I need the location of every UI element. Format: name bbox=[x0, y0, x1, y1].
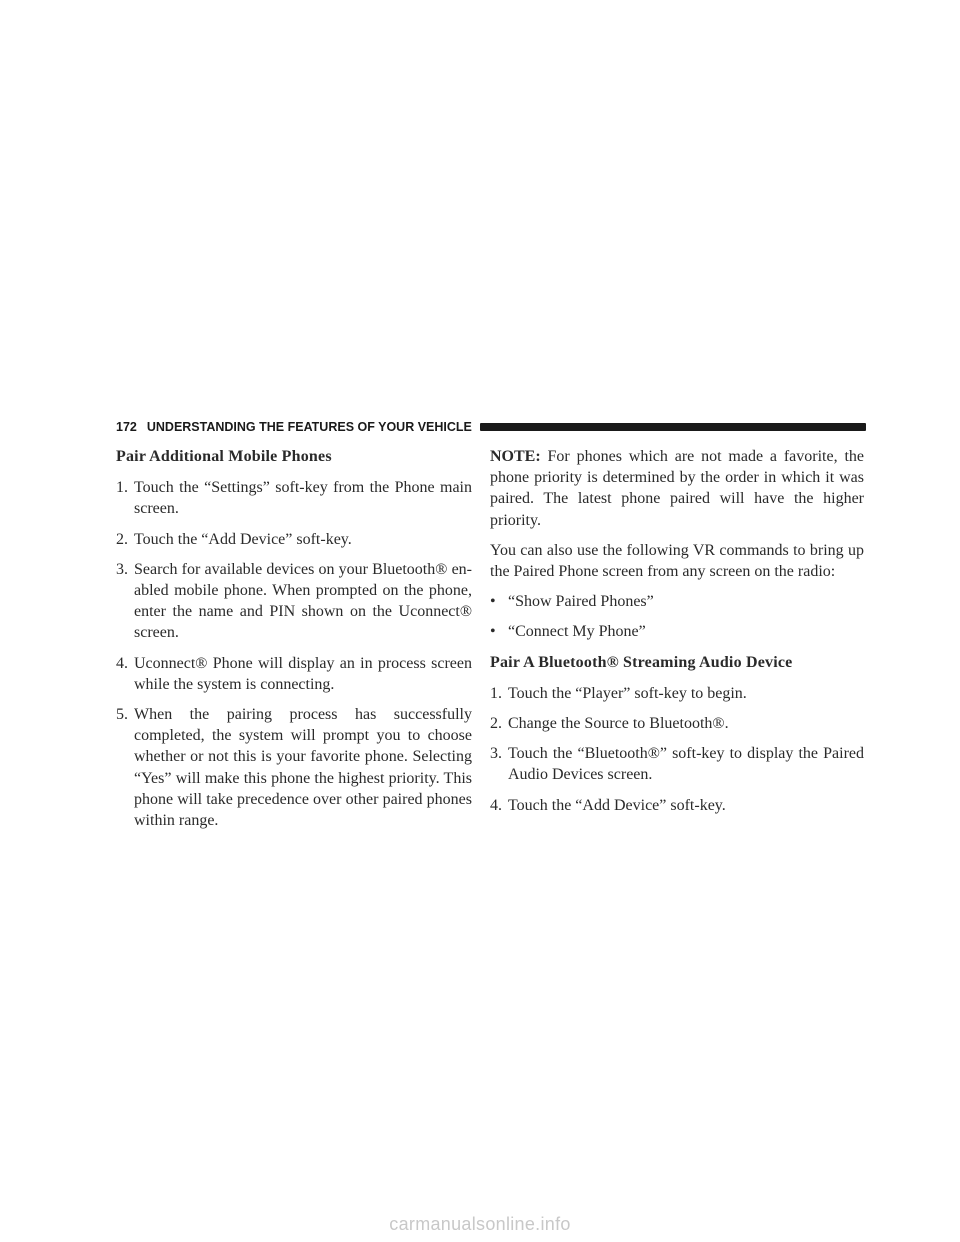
note-label: NOTE: bbox=[490, 448, 541, 465]
vr-intro: You can also use the following VR commands to bring up the Paired Phone screen from any screen on the radio: bbox=[490, 541, 864, 581]
vr-command-list bbox=[490, 591, 864, 642]
step-number: 2. bbox=[490, 715, 502, 733]
page-number: 172 bbox=[116, 420, 137, 434]
step-text: Uconnect® Phone will display an in process screen while the system is connecting. bbox=[134, 654, 472, 693]
list-item bbox=[490, 743, 864, 785]
pair-phones-heading: Pair Additional Mobile Phones bbox=[116, 448, 332, 465]
list-item bbox=[116, 529, 472, 550]
pair-audio-steps bbox=[490, 683, 864, 816]
step-text: Change the Source to Bluetooth®. bbox=[508, 715, 729, 733]
step-number: 5. bbox=[116, 706, 128, 724]
pair-phones-steps bbox=[116, 477, 472, 831]
list-item bbox=[490, 795, 864, 816]
step-text: Touch the “Bluetooth®” soft-key to display the Paired Audio Devices screen. bbox=[508, 745, 864, 784]
list-item bbox=[490, 713, 864, 734]
step-text: Touch the “Player” soft-key to begin. bbox=[508, 684, 747, 702]
header-rule bbox=[480, 423, 866, 431]
step-text: Touch the “Settings” soft-key from the Phone main screen. bbox=[134, 479, 472, 518]
section-title: UNDERSTANDING THE FEATURES OF YOUR VEHICLE bbox=[146, 420, 472, 434]
right-column bbox=[490, 446, 864, 825]
note-paragraph bbox=[490, 446, 864, 531]
left-column bbox=[116, 446, 472, 840]
page-header bbox=[116, 418, 866, 436]
list-item bbox=[490, 591, 864, 612]
step-number: 3. bbox=[490, 745, 502, 763]
step-text: Touch the “Add Device” soft-key. bbox=[508, 796, 726, 814]
list-item bbox=[116, 704, 472, 831]
list-item bbox=[116, 559, 472, 644]
step-number: 1. bbox=[490, 684, 502, 702]
vr-command: “Connect My Phone” bbox=[508, 623, 646, 641]
pair-audio-heading: Pair A Bluetooth® Streaming Audio Device bbox=[490, 653, 793, 671]
note-text: For phones which are not made a favorite, the phone priority is determined by the order in which it was paired. The latest phone paired will have the higher priority. bbox=[490, 448, 865, 529]
step-text: Search for available devices on your Bluetooth® en-abled mobile phone. When prompted on the phone, enter the name and PIN shown on the Uconnect® screen. bbox=[134, 560, 472, 642]
list-item bbox=[116, 653, 472, 695]
step-text: When the pairing process has successfully completed, the system will prompt you to choose whether or not this is your favorite phone. Selecting “Yes” will make this phone the highest priority. This phone will take precedence over other paired phones within range. bbox=[134, 706, 472, 830]
list-item bbox=[116, 477, 472, 519]
step-number: 1. bbox=[116, 479, 128, 497]
site-watermark: carmanualsonline.info bbox=[389, 1214, 571, 1234]
list-item bbox=[490, 683, 864, 704]
bullet-icon: • bbox=[490, 623, 496, 641]
list-item bbox=[490, 621, 864, 642]
step-text: Touch the “Add Device” soft-key. bbox=[134, 530, 352, 548]
step-number: 4. bbox=[490, 796, 502, 814]
vr-command: “Show Paired Phones” bbox=[508, 593, 654, 611]
step-number: 3. bbox=[116, 560, 128, 578]
bullet-icon: • bbox=[490, 593, 496, 611]
step-number: 2. bbox=[116, 530, 128, 548]
step-number: 4. bbox=[116, 654, 128, 672]
